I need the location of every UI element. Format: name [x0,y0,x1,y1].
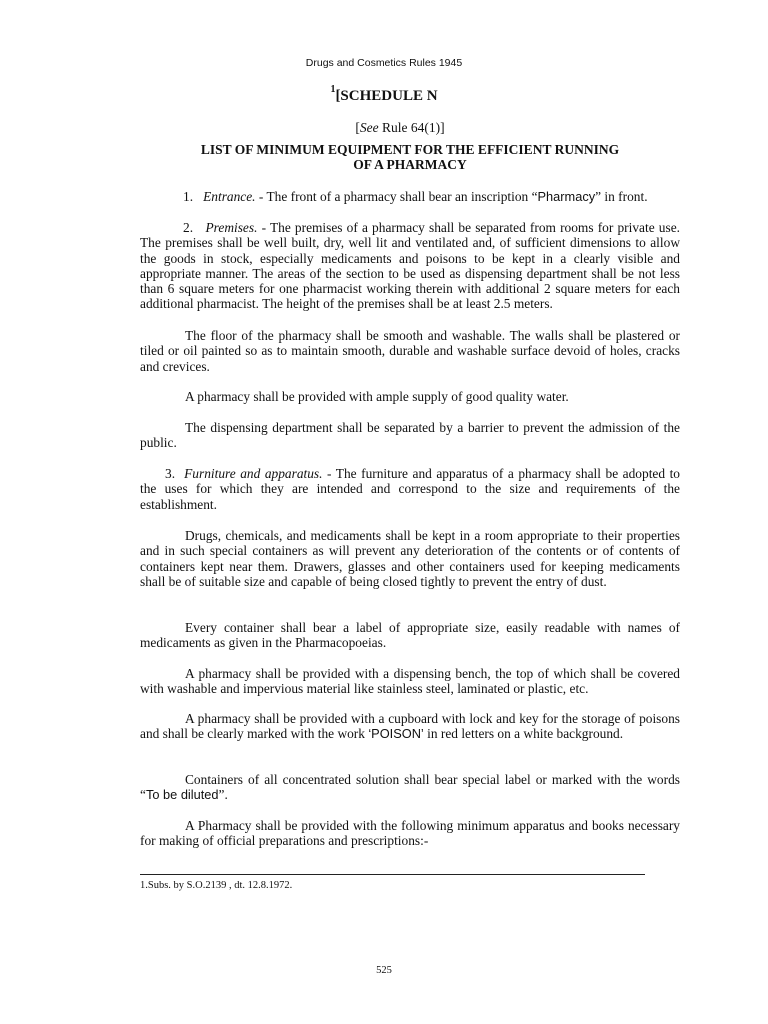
paragraph-poison-cupboard [140,711,680,742]
running-head: Drugs and Cosmetics Rules 1945 [305,57,463,69]
paragraph-labels: Every container shall bear a label of appropriate size, easily readable with names of medicaments as given in the Pharmacopoeias. [140,620,680,651]
see-rule-rest: Rule 64(1)] [378,120,445,135]
schedule-heading-text: [SCHEDULE N [335,88,438,104]
heading-dash: - [257,220,270,235]
see-rule-see: See [359,120,379,135]
paragraph-number: 2. [183,220,194,235]
footnote-rule [140,874,645,875]
paragraph-heading: Premises. [205,220,258,235]
poison-word: ‘POISON’ [368,726,424,742]
document-title [140,142,680,172]
footnote: 1.Subs. by S.O.2139 , dt. 12.8.1972. [140,880,293,891]
document-title-line2: OF A PHARMACY [353,157,467,172]
paragraph-entrance [140,189,680,204]
paragraph-number: 3. [165,466,176,481]
paragraph-dispensing-barrier: The dispensing department shall be separated by a barrier to prevent the admission of the public. [140,420,680,451]
see-rule-open: [ [355,120,360,135]
paragraph-dispensing-bench: A pharmacy shall be provided with a dispensing bench, the top of which shall be covered with washable and impervious material like stainless steel, laminated or plastic, etc. [140,666,680,697]
page-number: 525 [376,965,392,976]
paragraph-water: A pharmacy shall be provided with ample supply of good quality water. [185,389,569,404]
paragraph-text: The front of a pharmacy shall bear an inscription “ [266,189,538,204]
paragraph-text: The premises of a pharmacy shall be separated from rooms for private use. The premises shall be well built, dry, well lit and ventilated and, of sufficient dimensions to allow the goods in stock, especially medicaments and poisons to be kept in a clearly visible and appropriate manner. The areas of the section to be used as dispensing department shall be not less than 6 square meters for one pharmacist working therein with additional 2 square meters for each additional pharmacist. The height of the premises shall be at least 2.5 meters. [140,220,680,312]
see-rule-reference [0,120,768,136]
heading-dash: - [255,189,267,204]
paragraph-text: A pharmacy shall be provided with a cupboard with lock and key for the storage of poisons and shall be clearly marked with the work [140,711,680,742]
schedule-heading [0,86,768,105]
paragraph-heading: Furniture and apparatus. [184,466,323,481]
paragraph-number: 1. [183,189,194,204]
paragraph-diluted [140,772,680,803]
paragraph-heading: Entrance. [203,189,256,204]
heading-dash: - [322,466,336,481]
paragraph-text-end: in red letters on a white background. [423,726,624,742]
paragraph-text-end: ” in front. [595,189,648,204]
paragraph-text: The furniture and apparatus of a pharmacy shall be adopted to the uses for which they are intended and correspond to the size and requirements of the establishment. [140,466,680,512]
paragraph-furniture [140,466,680,512]
footnote-marker: 1 [330,84,336,95]
diluted-word: To be diluted [145,787,219,803]
paragraph-text: Containers of all concentrated solution shall bear special label or marked with the words “ [140,772,680,803]
paragraph-premises [140,220,680,312]
document-title-line1: LIST OF MINIMUM EQUIPMENT FOR THE EFFICIENT RUNNING [200,142,620,157]
paragraph-floor: The floor of the pharmacy shall be smooth and washable. The walls shall be plastered or tiled or oil painted so as to maintain smooth, durable and washable surface devoid of holes, cracks and crevices. [140,328,680,374]
paragraph-apparatus: A Pharmacy shall be provided with the following minimum apparatus and books necessary for making of official preparations and prescriptions:- [140,818,680,849]
paragraph-storage: Drugs, chemicals, and medicaments shall be kept in a room appropriate to their properties and in such special containers as will prevent any deterioration of the contents or of contents of containers kept near them. Drawers, glasses and other containers used for keeping medicaments shall be of suitable size and capable of being closed tightly to prevent the entry of dust. [140,528,680,589]
inscription-word: Pharmacy [537,189,596,204]
paragraph-text-end: ”. [218,787,228,803]
